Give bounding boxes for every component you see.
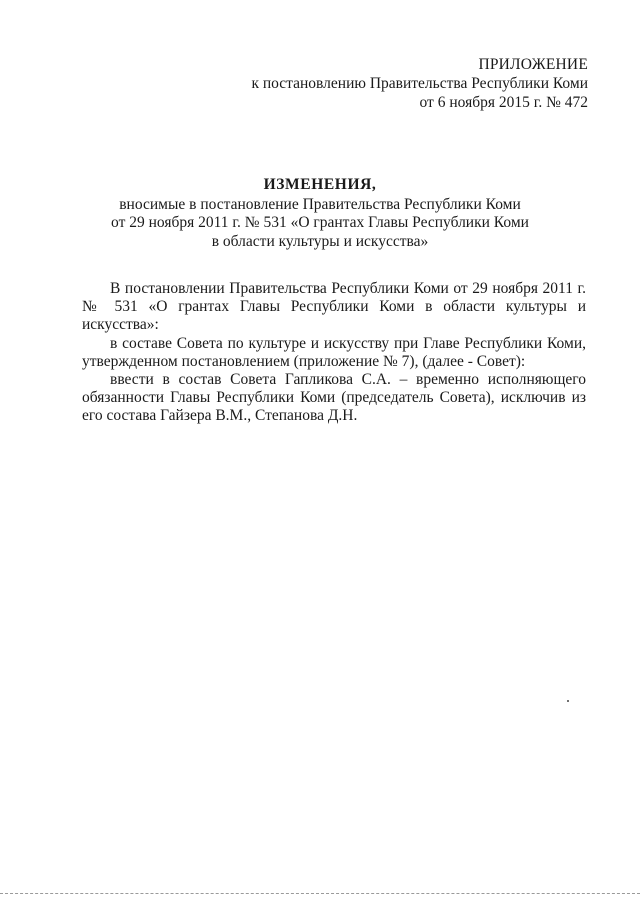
changes-heading (70, 176, 570, 251)
annex-header (251, 55, 588, 112)
heading-line-2: от 29 ноября 2011 г. № 531 «О грантах Главы Республики Коми (111, 214, 529, 231)
heading-line-1: вносимые в постановление Правительства Республики Коми (119, 195, 521, 213)
body-paragraph-1: В постановлении Правительства Республики Коми от 29 ноября 2011 г. № 531 «О грантах Главы Республики Коми в области культуры и искусства»: (82, 280, 586, 334)
annex-line-date: от 6 ноября 2015 г. № 472 (419, 94, 588, 111)
heading-line-3: в области культуры и искусства» (211, 232, 429, 250)
annex-label: ПРИЛОЖЕНИЕ (478, 56, 588, 73)
body-paragraph-2: в составе Совета по культуре и искусству при Главе Республики Коми, утвержденном постановлением (приложение № 7), (далее - Совет): (82, 334, 586, 370)
heading-title: ИЗМЕНЕНИЯ, (263, 176, 377, 193)
annex-line-resolution: к постановлению Правительства Республики Коми (251, 75, 588, 92)
document-body (82, 280, 586, 426)
scan-speck (567, 700, 569, 702)
body-paragraph-3: ввести в состав Совета Гапликова С.А. – временно исполняющего обязанности Главы Республики Коми (председатель Совета), исключив из его состава Гайзера В.М., Степанова Д.Н. (82, 371, 586, 425)
scan-bottom-edge (0, 893, 640, 894)
